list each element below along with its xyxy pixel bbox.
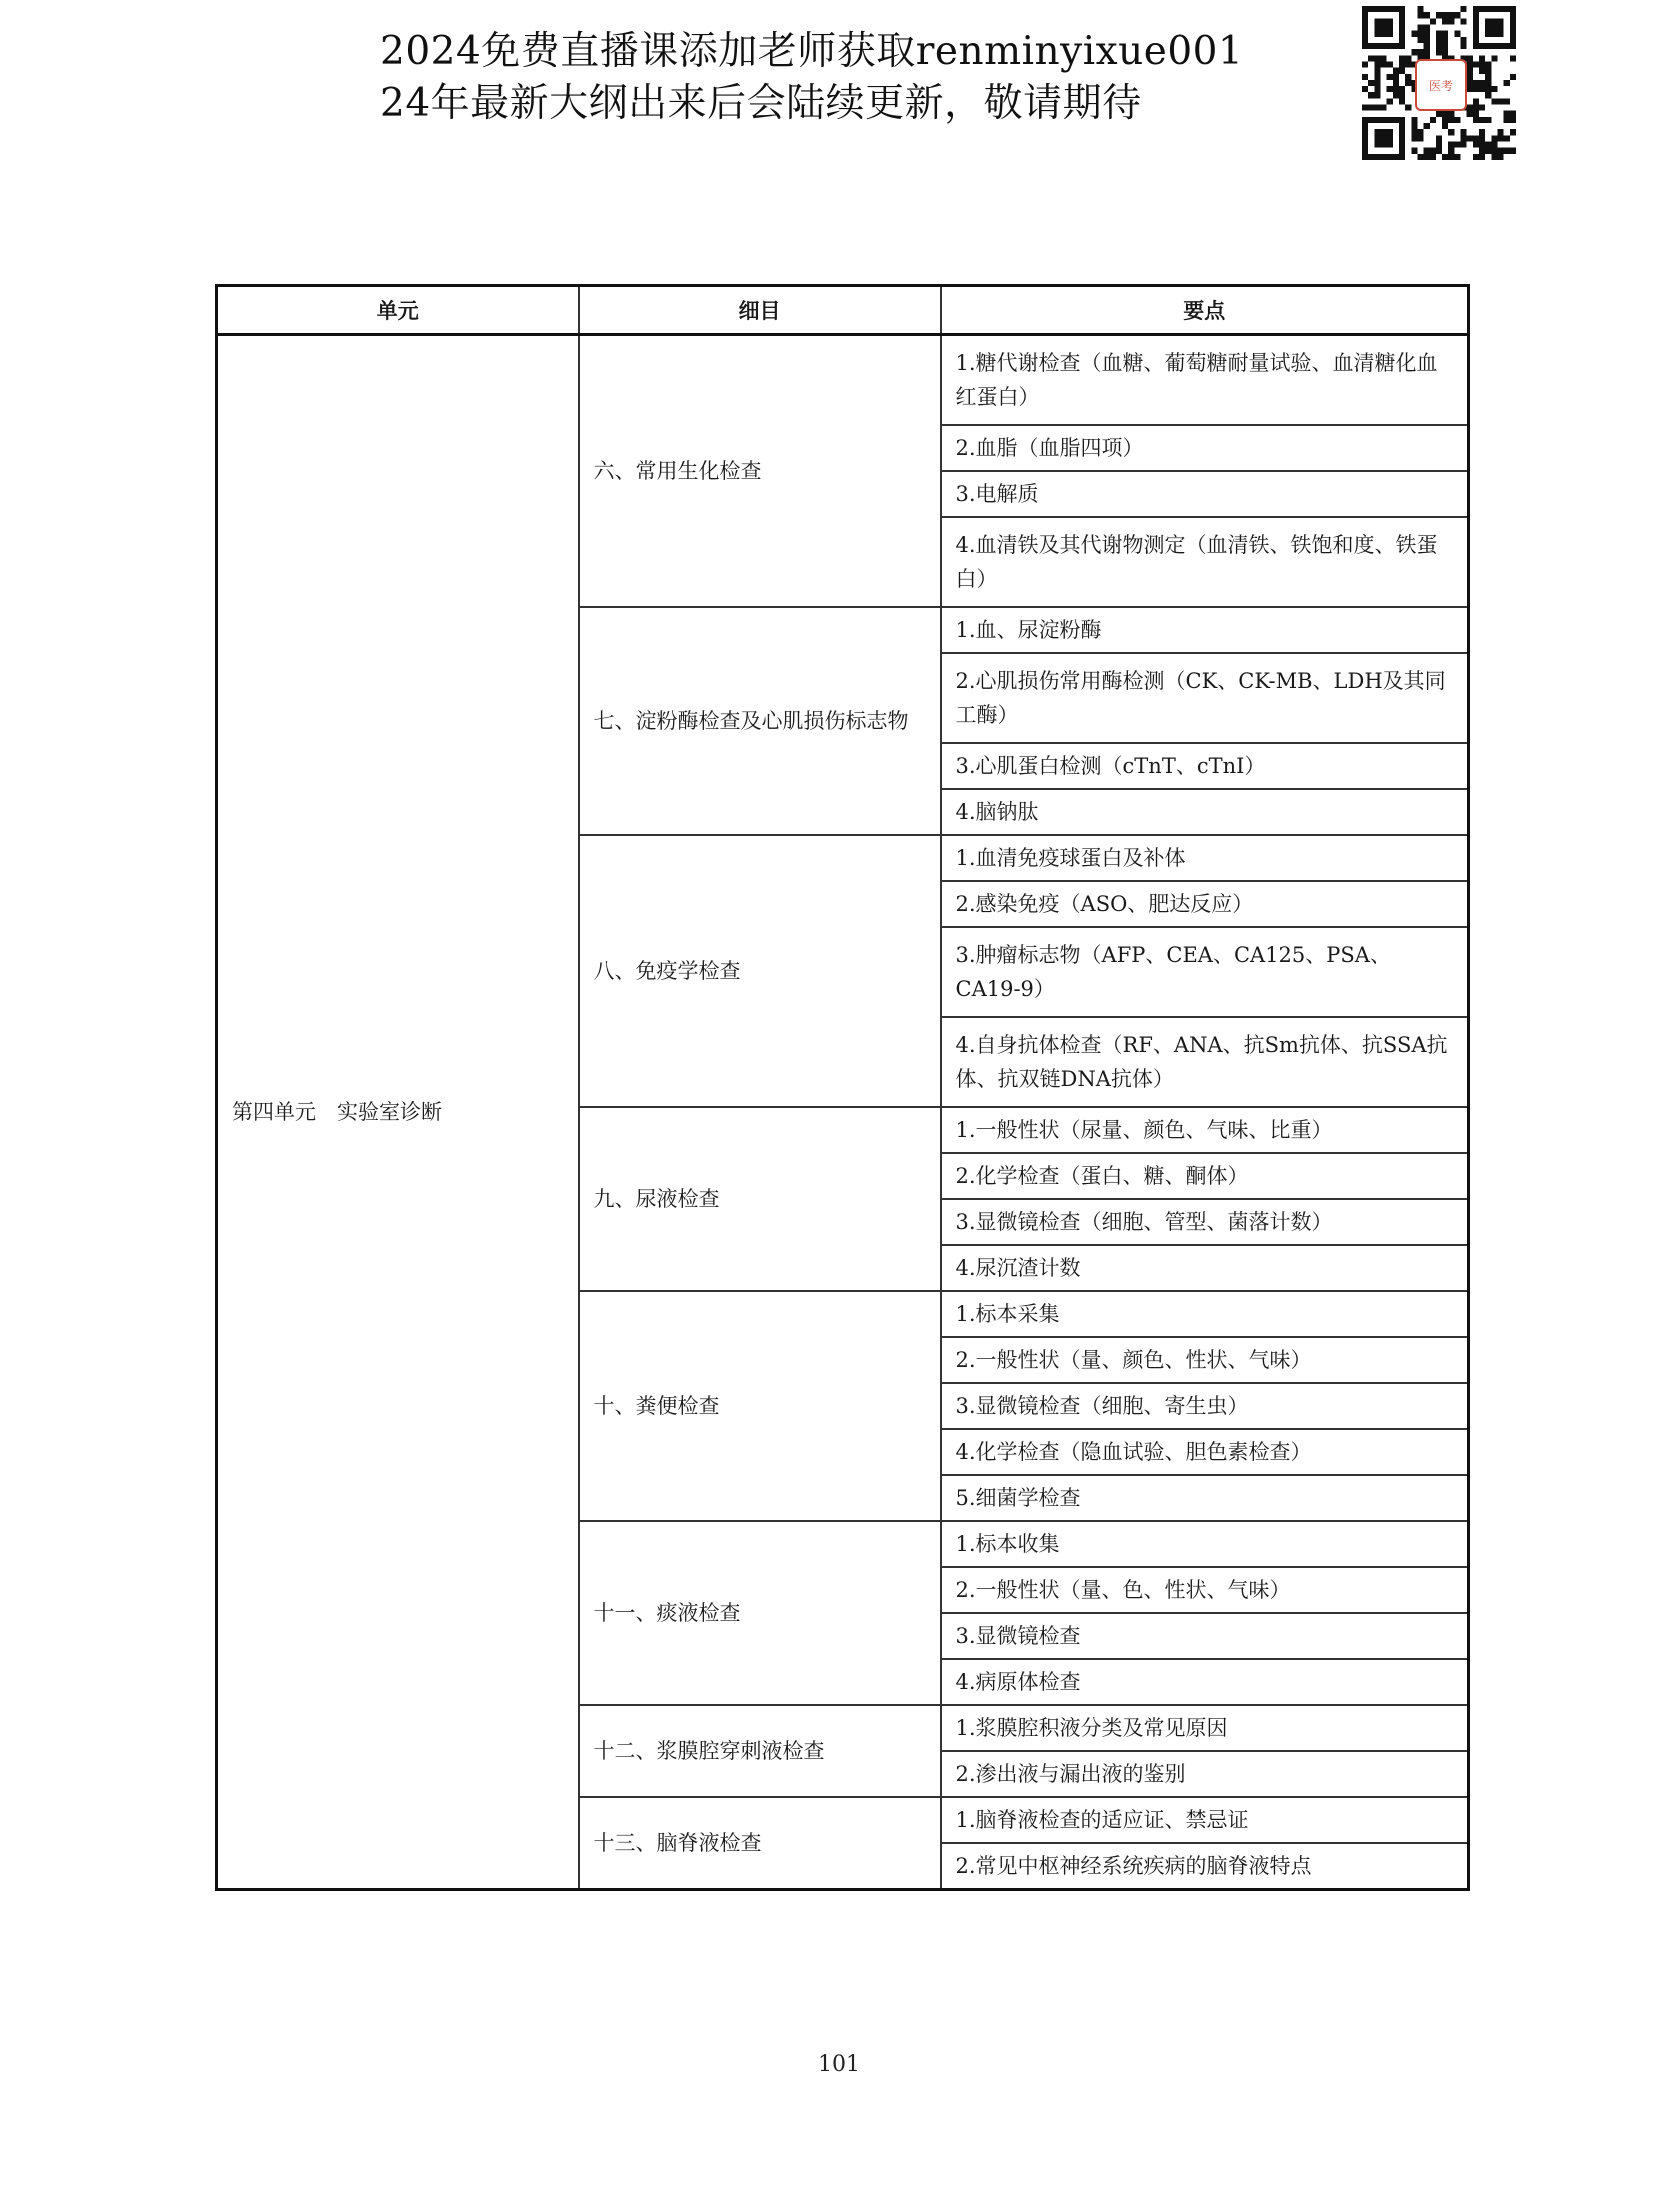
point-cell: 1.血清免疫球蛋白及补体 (941, 835, 1469, 881)
item-cell: 十二、浆膜腔穿刺液检查 (579, 1705, 941, 1797)
item-cell: 六、常用生化检查 (579, 335, 941, 608)
column-header-unit: 单元 (217, 286, 579, 335)
point-cell: 1.标本采集 (941, 1291, 1469, 1337)
point-cell: 4.血清铁及其代谢物测定（血清铁、铁饱和度、铁蛋白） (941, 517, 1469, 607)
point-cell: 3.肿瘤标志物（AFP、CEA、CA125、PSA、CA19-9） (941, 927, 1469, 1017)
table-header-row (217, 286, 1469, 335)
point-cell: 2.心肌损伤常用酶检测（CK、CK-MB、LDH及其同工酶） (941, 653, 1469, 743)
point-cell: 4.尿沉渣计数 (941, 1245, 1469, 1291)
point-cell: 3.显微镜检查（细胞、寄生虫） (941, 1383, 1469, 1429)
point-cell: 2.常见中枢神经系统疾病的脑脊液特点 (941, 1843, 1469, 1890)
point-cell: 2.一般性状（量、颜色、性状、气味） (941, 1337, 1469, 1383)
table-body (217, 335, 1469, 1890)
item-cell: 十一、痰液检查 (579, 1521, 941, 1705)
point-cell: 4.化学检查（隐血试验、胆色素检查） (941, 1429, 1469, 1475)
item-cell: 九、尿液检查 (579, 1107, 941, 1291)
point-cell: 1.糖代谢检查（血糖、葡萄糖耐量试验、血清糖化血红蛋白） (941, 335, 1469, 426)
header-line-1: 2024免费直播课添加老师获取renminyixue001 (380, 29, 1244, 74)
point-cell: 1.一般性状（尿量、颜色、气味、比重） (941, 1107, 1469, 1153)
qr-code-icon[interactable] (1362, 6, 1516, 160)
qr-badge: 医考 (1415, 59, 1467, 111)
column-header-points: 要点 (941, 286, 1469, 335)
point-cell: 3.显微镜检查 (941, 1613, 1469, 1659)
point-cell: 3.心肌蛋白检测（cTnT、cTnI） (941, 743, 1469, 789)
syllabus-table (215, 284, 1470, 1891)
unit-cell: 第四单元 实验室诊断 (217, 335, 579, 1890)
point-cell: 3.显微镜检查（细胞、管型、菌落计数） (941, 1199, 1469, 1245)
page-number: 101 (818, 2052, 860, 2077)
page-header (380, 26, 1280, 130)
column-header-item: 细目 (579, 286, 941, 335)
point-cell: 2.渗出液与漏出液的鉴别 (941, 1751, 1469, 1797)
point-cell: 2.血脂（血脂四项） (941, 425, 1469, 471)
point-cell: 4.病原体检查 (941, 1659, 1469, 1705)
point-cell: 4.自身抗体检查（RF、ANA、抗Sm抗体、抗SSA抗体、抗双链DNA抗体） (941, 1017, 1469, 1107)
item-cell: 七、淀粉酶检查及心肌损伤标志物 (579, 607, 941, 835)
point-cell: 4.脑钠肽 (941, 789, 1469, 835)
point-cell: 5.细菌学检查 (941, 1475, 1469, 1521)
point-cell: 1.标本收集 (941, 1521, 1469, 1567)
point-cell: 2.一般性状（量、色、性状、气味） (941, 1567, 1469, 1613)
header-line-2: 24年最新大纲出来后会陆续更新，敬请期待 (380, 81, 1142, 126)
point-cell: 3.电解质 (941, 471, 1469, 517)
item-cell: 十、粪便检查 (579, 1291, 941, 1521)
point-cell: 1.浆膜腔积液分类及常见原因 (941, 1705, 1469, 1751)
item-cell: 十三、脑脊液检查 (579, 1797, 941, 1890)
table-row (217, 335, 1469, 426)
point-cell: 1.脑脊液检查的适应证、禁忌证 (941, 1797, 1469, 1843)
point-cell: 2.化学检查（蛋白、糖、酮体） (941, 1153, 1469, 1199)
point-cell: 2.感染免疫（ASO、肥达反应） (941, 881, 1469, 927)
item-cell: 八、免疫学检查 (579, 835, 941, 1107)
point-cell: 1.血、尿淀粉酶 (941, 607, 1469, 653)
